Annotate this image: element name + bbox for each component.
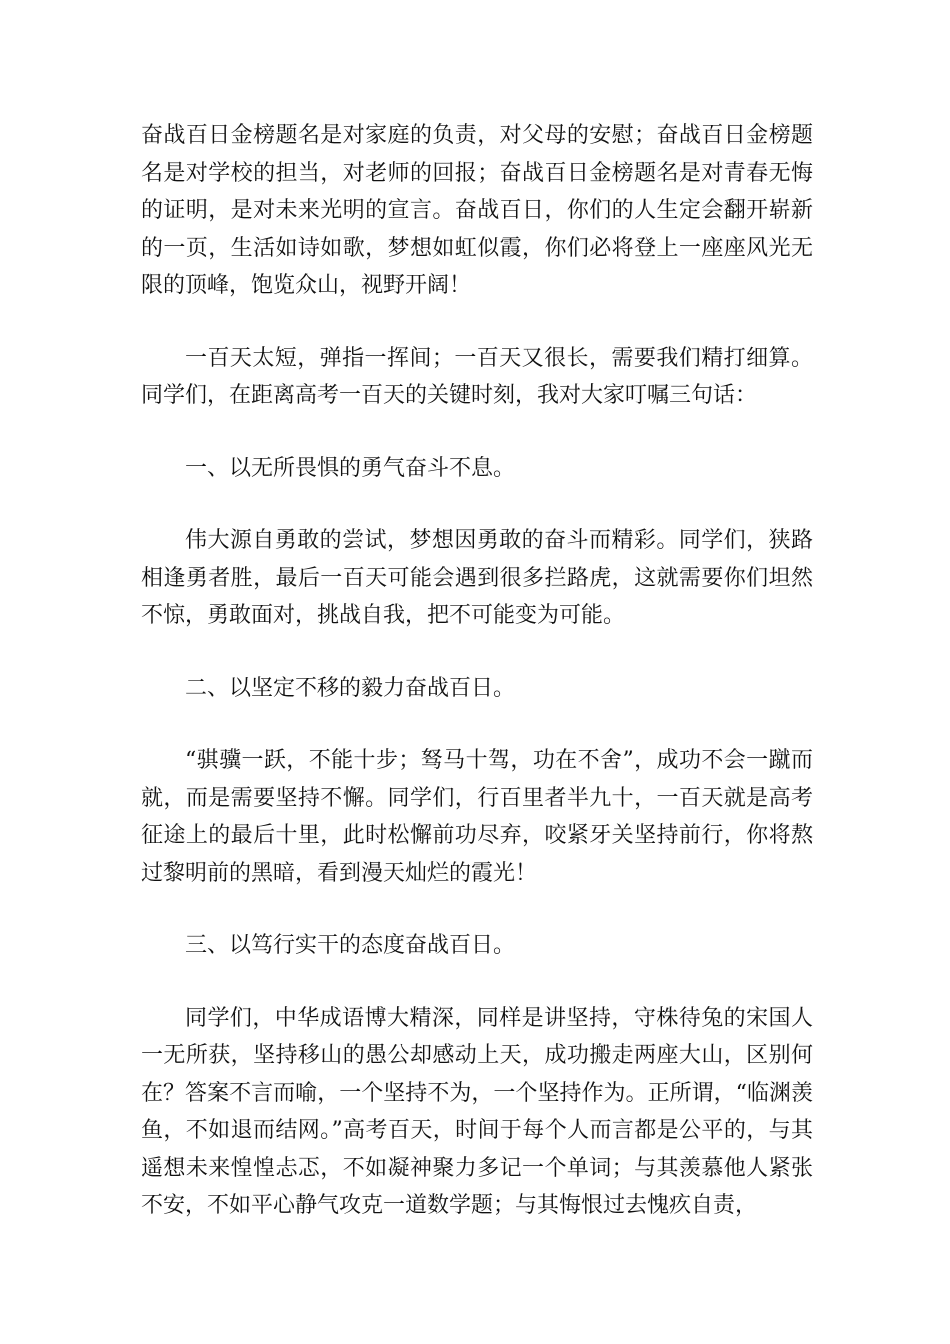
paragraph-opening: 奋战百日金榜题名是对家庭的负责，对父母的安慰；奋战百日金榜题名是对学校的担当，对老师的回报；奋战百日金榜题名是对青春无悔的证明，是对未来光明的宣言。奋战百日，你们的人生定会翻开崭新的一页，生活如诗如歌，梦想如虹似霞，你们必将登上一座座风光无限的顶峰，饱览众山，视野开阔！: [141, 123, 813, 298]
document-body: [141, 117, 813, 1225]
section-heading-2: 二、以坚定不移的毅力奋战百日。: [185, 675, 516, 701]
paragraph-intro: 一百天太短，弹指一挥间；一百天又很长，需要我们精打细算。同学们，在距离高考一百天的关键时刻，我对大家叮嘱三句话：: [141, 345, 813, 408]
paragraph-perseverance: “骐骥一跃，不能十步；驽马十驾，功在不舍”，成功不会一蹴而就，而是需要坚持不懈。同学们，行百里者半九十，一百天就是高考征途上的最后十里，此时松懈前功尽弃，咬紧牙关坚持前行，你将熬过黎明前的黑暗，看到漫天灿烂的霞光！: [141, 748, 813, 886]
paragraph-courage: 伟大源自勇敢的尝试，梦想因勇敢的奋斗而精彩。同学们，狭路相逢勇者胜，最后一百天可能会遇到很多拦路虎，这就需要你们坦然不惊，勇敢面对，挑战自我，把不可能变为可能。: [141, 528, 813, 628]
section-heading-3: 三、以笃行实干的态度奋战百日。: [185, 933, 516, 958]
section-heading-1: 一、以无所畏惧的勇气奋斗不息。: [185, 455, 516, 481]
paragraph-action: 同学们，中华成语博大精深，同样是讲坚持，守株待兔的宋国人一无所获，坚持移山的愚公却感动上天，成功搬走两座大山，区别何在？答案不言而喻，一个坚持不为，一个坚持作为。正所谓，“临渊羡鱼，不如退而结网。”高考百天，时间于每个人而言都是公平的，与其遥想未来惶惶忐忑，不如凝神聚力多记一个单词；与其羡慕他人紧张不安，不如平心静气攻克一道数学题；与其悔恨过去愧疚自责，: [141, 1005, 813, 1218]
